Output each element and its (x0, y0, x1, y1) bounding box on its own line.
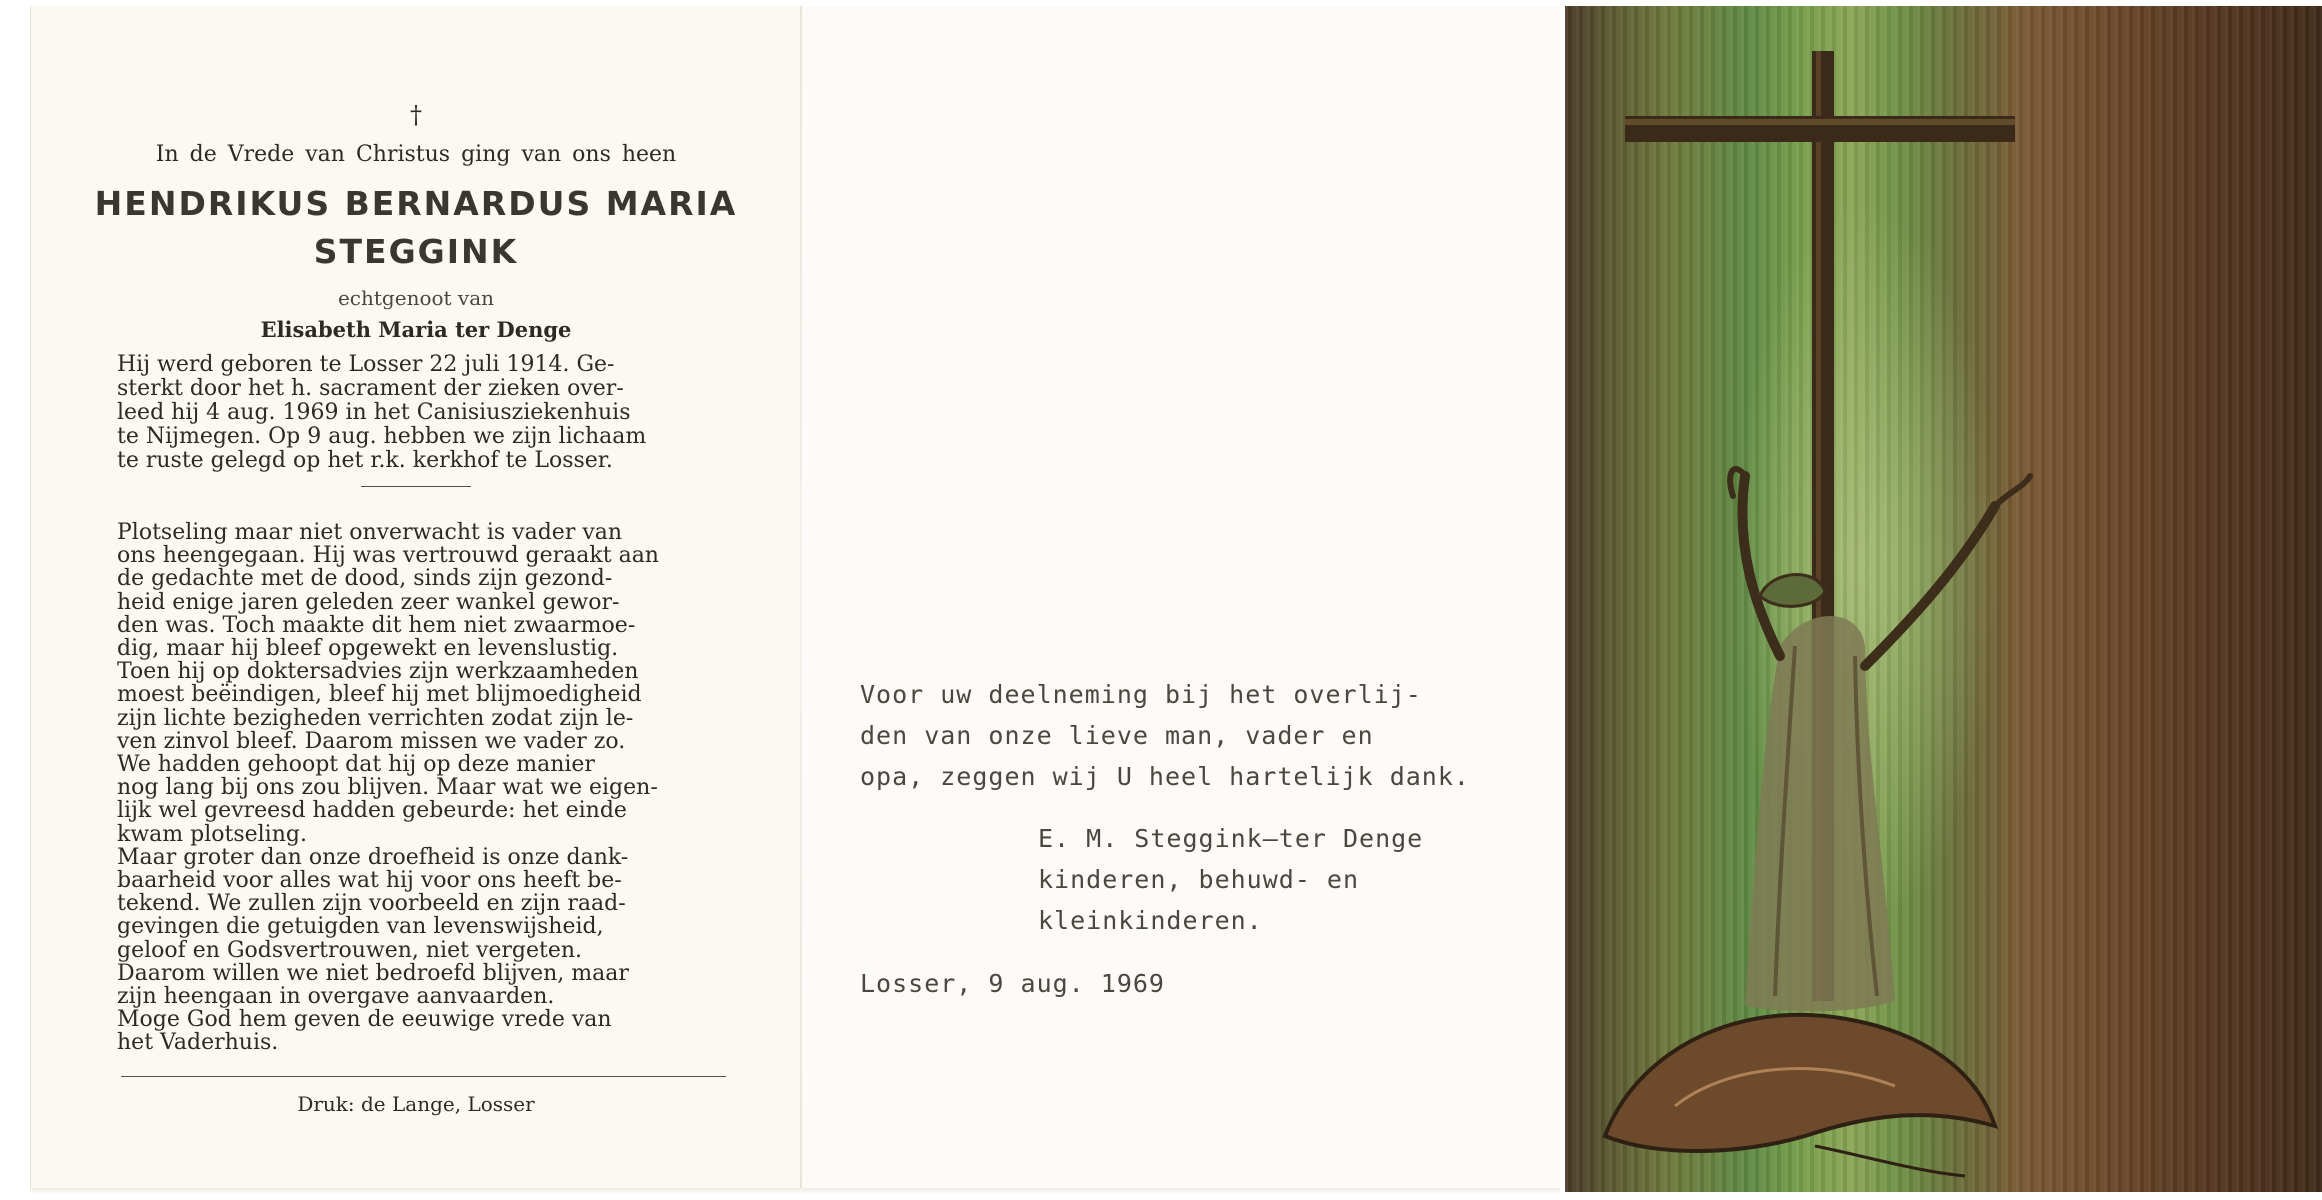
bio-line: te ruste gelegd op het r.k. kerkhof te Losser. (117, 448, 613, 473)
spouse-name: Elisabeth Maria ter Denge (260, 317, 572, 342)
bottom-divider (121, 1076, 726, 1077)
signature-line: kinderen, behuwd- en (1038, 865, 1360, 894)
spouse-label: echtgenoot van (337, 286, 495, 310)
bio-line: Hij werd geboren te Losser 22 juli 1914. Ge- (117, 352, 615, 377)
place-date: Losser, 9 aug. 1969 (860, 969, 1165, 998)
intro-text: In de Vrede van Christus ging van ons heen (155, 142, 677, 167)
printer-credit: Druk: de Lange, Losser (297, 1092, 535, 1116)
memorial-text-line: ons heengegaan. Hij was vertrouwd geraakt aan (117, 543, 659, 569)
memorial-text-line: Moge God hem geven de eeuwige vrede van (117, 1007, 612, 1033)
signature-line: E. M. Steggink–ter Denge (1038, 824, 1424, 853)
memorial-text-line: moest beëindigen, bleef hij met blijmoedigheid (117, 682, 642, 708)
figure-head (1760, 575, 1825, 607)
bio-line: leed hij 4 aug. 1969 in het Canisiusziekenhuis (117, 400, 631, 425)
cross-symbol: † (410, 101, 422, 129)
kneeling-figure (1605, 1015, 1995, 1151)
bio-line: sterkt door het h. sacrament der zieken over- (117, 376, 624, 401)
memorial-text-line: zijn lichte bezigheden verrichten zodat zijn le- (117, 705, 634, 731)
memorial-text-line: Plotseling maar niet onverwacht is vader van (117, 520, 623, 545)
memorial-text-line: Maar groter dan onze droefheid is onze dank- (117, 844, 629, 870)
short-divider (361, 486, 471, 487)
cross-figure-illustration (1565, 6, 2322, 1192)
middle-panel (800, 6, 1560, 1192)
thanks-line: Voor uw deelneming bij het overlij- (860, 680, 1422, 709)
left-panel (30, 6, 801, 1192)
memorial-text-line: dig, maar hij bleef opgewekt en levenslustig. (117, 636, 619, 661)
memorial-text-line: zijn heengaan in overgave aanvaarden. (117, 984, 555, 1009)
memorial-text-line: het Vaderhuis. (117, 1030, 279, 1056)
memorial-text-line: heid enige jaren geleden zeer wankel gewor- (117, 589, 620, 615)
memorial-text-line: tekend. We zullen zijn voorbeeld en zijn raad- (117, 891, 626, 917)
memorial-text-line: gevingen die getuigden van levenswijsheid, (117, 914, 604, 940)
memorial-text-line: nog lang bij ons zou blijven. Maar wat we eigen- (117, 775, 658, 801)
memorial-text-line: baarheid voor alles wat hij voor ons heeft be- (117, 868, 622, 893)
memorial-text-line: kwam plotseling. (117, 821, 307, 847)
deceased-name-line-1: HENDRIKUS BERNARDUS MARIA (94, 184, 738, 223)
memorial-text-line: den was. Toch maakte dit hem niet zwaarmoe- (117, 612, 636, 638)
deceased-name-line-2: STEGGINK (313, 232, 519, 271)
cross-painting (1565, 6, 2322, 1192)
thanks-line: den van onze lieve man, vader en (860, 721, 1374, 750)
thanks-line: opa, zeggen wij U heel hartelijk dank. (860, 762, 1470, 791)
memorial-text-line: de gedachte met de dood, sinds zijn gezond- (117, 566, 613, 592)
memorial-text-line: geloof en Godsvertrouwen, niet vergeten. (117, 937, 583, 963)
memorial-text-line: ven zinvol bleef. Daarom missen we vader zo. (117, 728, 626, 754)
memorial-text-line: We hadden gehoopt dat hij op deze manier (117, 752, 595, 777)
memorial-text-line: lijk wel gevreesd hadden gebeurde: het einde (117, 798, 627, 824)
signature-line: kleinkinderen. (1038, 906, 1263, 935)
figure-right-arm (1865, 506, 1995, 666)
fold-line (800, 6, 802, 1192)
memorial-text-line: Daarom willen we niet bedroefd blijven, maar (117, 960, 629, 986)
figure-left-arm (1742, 476, 1780, 656)
memorial-text-line: Toen hij op doktersadvies zijn werkzaamheden (117, 659, 639, 685)
card-bottom-edge (30, 1188, 1560, 1194)
bio-line: te Nijmegen. Op 9 aug. hebben we zijn lichaam (117, 424, 647, 449)
